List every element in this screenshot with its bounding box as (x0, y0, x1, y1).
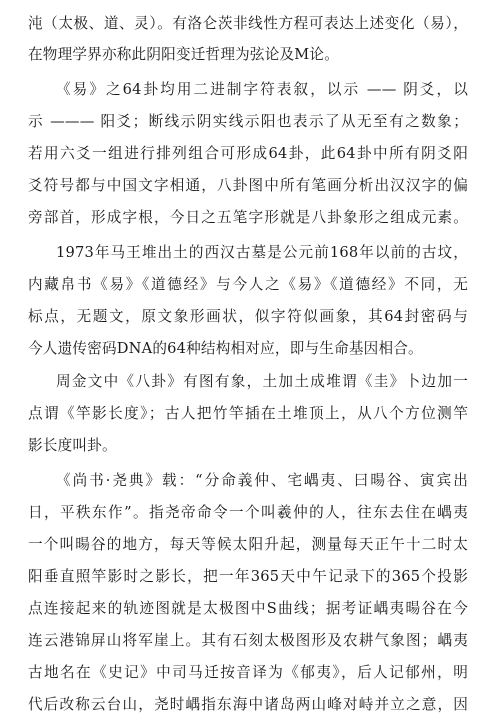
text-line: 示 ——— 阳爻；断线示阴实线示阳也表示了从无至有之数象； (28, 113, 468, 130)
text-line: 连云港锦屏山将军崖上。其有石刻太极图形及农耕气象图；嵎夷 (28, 632, 468, 649)
text-line: 旁部首，形成字根，今日之五笔字形就是八卦象形之组成元素。 (28, 209, 468, 226)
text-line: 一个叫暘谷的地方，每天等候太阳升起，测量每天正午十二时太 (28, 536, 468, 553)
text-line: 代后改称云台山，尧时嵎指东海中诸岛两山峰对峙并立之意，因 (28, 696, 468, 713)
text-line: 点谓《竿影长度》；古人把竹竿插在土堆顶上，从八个方位测竿 (28, 405, 468, 422)
text-line: 点连接起来的轨迹图就是太极图中S曲线；据考证嵎夷暘谷在今 (28, 600, 468, 617)
text-line: 周金文中《八卦》有图有象，土加土成堆谓《圭》卜边加一 (56, 373, 468, 390)
text-line: 内藏帛书《易》《道德经》与今人之《易》《道德经》不同，无 (28, 276, 468, 293)
text-line: 古地名在《史记》中司马迁按音译为《郁夷》，后人记郁州，明 (28, 664, 468, 681)
text-line: 若用六爻一组进行排列组合可形成64卦，此64卦中所有阴爻阳 (28, 145, 468, 162)
text-line: 阳垂直照竿影时之影长，把一年365天中午记录下的365个投影 (28, 568, 468, 585)
text-line: 《尚书·尧典》载：“分命義仲、宅嵎夷、曰暘谷、寅宾出 (56, 472, 468, 489)
text-line: 沌（太极、道、灵）。有洛仑茨非线性方程可表达上述变化（易）， (28, 15, 468, 32)
text-line: 《易》之64卦均用二进制字符表叙，以示 —— 阴爻，以 (56, 81, 468, 98)
text-line: 1973年马王堆出土的西汉古墓是公元前168年以前的古坟， (56, 244, 468, 261)
text-line: 标点，无题文，原文象形画状，似字符似画象，其64封密码与 (28, 308, 468, 325)
text-line: 影长度叫卦。 (28, 437, 117, 454)
text-line: 日，平秩东作”。指尧帝命令一个叫羲仲的人，往东去住在嵎夷 (28, 504, 468, 521)
text-line: 在物理学界亦称此阴阳变迁哲理为弦论及M论。 (28, 46, 340, 63)
text-line: 爻符号都与中国文字相通，八卦图中所有笔画分析出汉汉字的偏 (28, 177, 468, 194)
text-line: 今人遗传密码DNA的64种结构相对应，即与生命基因相合。 (28, 340, 423, 357)
